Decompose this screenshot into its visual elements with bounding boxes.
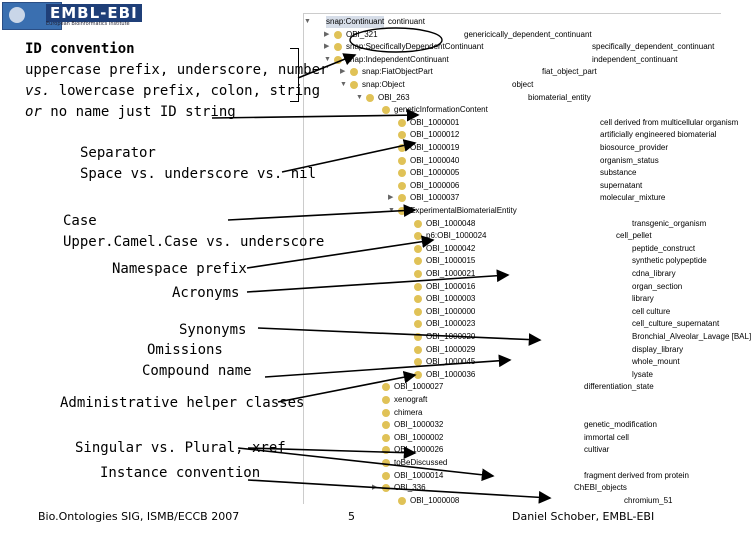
expand-down-icon[interactable]: ▼ [304,18,311,25]
tree-row[interactable] [304,243,721,255]
class-id: OBI_1000003 [426,294,476,304]
tree-row[interactable] [304,54,721,66]
footer-conference: Bio.Ontologies SIG, ISMB/ECCB 2007 [38,510,240,523]
tree-row[interactable] [304,129,721,141]
tree-row[interactable] [304,66,721,78]
tree-row[interactable] [304,356,721,368]
class-label: chromium_51 [624,495,673,505]
class-id: OBI_1000036 [426,369,476,379]
class-bullet-icon [398,182,406,190]
class-bullet-icon [398,194,406,202]
tree-row[interactable] [304,104,721,116]
class-id: OBI_1000040 [410,155,460,165]
class-bullet-icon [398,131,406,139]
class-label: fiat_object_part [542,67,597,77]
class-id: OBI_1000027 [394,382,444,392]
class-id: xenograft [394,395,428,404]
tree-row[interactable] [304,344,721,356]
class-label: cell_culture_supernatant [632,319,720,329]
footer-page-number: 5 [348,510,355,523]
class-bullet-icon [398,157,406,165]
id-convention-line1: uppercase prefix, underscore, number [25,62,329,78]
class-bullet-icon [398,119,406,127]
class-id: p6:OBI_1000024 [426,231,487,241]
tree-row[interactable] [304,495,721,507]
tree-row[interactable] [304,155,721,167]
class-bullet-icon [414,333,422,341]
tree-row[interactable] [304,41,721,53]
class-bullet-icon [382,472,390,480]
class-bullet-icon [382,446,390,454]
class-id: OBI_263 [378,92,410,102]
class-label: specifically_dependent_continuant [592,42,715,52]
class-bullet-icon [398,169,406,177]
class-id: OBI_1000012 [410,130,460,140]
class-id: snap:FiatObjectPart [362,67,433,77]
class-bullet-icon [366,94,374,102]
class-label: biosource_provider [600,143,669,152]
tree-row[interactable] [304,419,721,431]
class-id: snap:Object [362,80,405,89]
tree-row[interactable] [304,306,721,318]
class-bullet-icon [414,232,422,240]
tree-row[interactable] [304,293,721,305]
class-id: ExperimentalBiomaterialEntity [410,206,517,215]
class-id: OBI_1000006 [410,180,460,190]
class-label: cultivar [584,445,610,455]
class-label: lysate [632,369,653,379]
tree-row[interactable] [304,407,721,419]
class-label: display_library [632,344,684,354]
class-id: toBeDiscussed [394,458,448,467]
logo-subtitle: European Bioinformatics Institute [46,21,130,27]
class-bullet-icon [398,497,406,505]
omissions-label: Omissions [147,342,223,358]
tree-row[interactable] [304,331,751,343]
class-label: substance [600,168,637,178]
class-bullet-icon [414,220,422,228]
class-bullet-icon [382,106,390,114]
expand-down-icon[interactable]: ▼ [356,93,363,101]
class-bullet-icon [414,358,422,366]
collapse-right-icon[interactable]: ▶ [324,30,330,38]
class-id: chimera [394,407,423,417]
tree-row[interactable] [304,180,721,192]
tree-row[interactable] [304,444,721,456]
class-bullet-icon [350,81,358,89]
class-bullet-icon [382,434,390,442]
footer-author: Daniel Schober, EMBL-EBI [512,510,655,523]
id-convention-line2: vs. lowercase prefix, colon, string [25,83,321,99]
tree-row[interactable] [304,432,721,444]
class-bullet-icon [414,270,422,278]
tree-row[interactable] [304,205,721,217]
class-id: OBI_1000037 [410,193,460,203]
class-bullet-icon [414,371,422,379]
class-label: cell culture [632,306,671,316]
class-label: whole_mount [632,357,680,367]
class-label: synthetic polypeptide [632,256,707,266]
class-label: cdna_library [632,269,676,278]
tree-row[interactable] [304,381,721,393]
class-id: OBI_1000023 [426,319,476,329]
class-bullet-icon [414,257,422,265]
class-bullet-icon [398,207,406,215]
class-id: OBI_1000016 [426,281,476,291]
class-id: OBI_1000014 [394,470,444,480]
tree-row[interactable] [304,192,721,204]
class-id: OBI_1000008 [410,495,460,505]
class-bullet-icon [414,295,422,303]
tree-row[interactable] [304,92,721,104]
class-id: OBI_1000005 [410,168,460,178]
class-bullet-icon [382,383,390,391]
class-id: snap:Continuant [326,17,385,26]
class-label: organ_section [632,281,683,291]
class-bullet-icon [398,144,406,152]
tree-row[interactable] [304,230,721,242]
class-id: OBI_321 [346,29,378,39]
ontology-class-tree [303,13,751,505]
acronyms-label: Acronyms [172,285,240,301]
admin-helper-classes-label: Administrative helper classes [60,395,305,411]
class-id: OBI_1000048 [426,218,476,228]
class-id: OBI_1000019 [410,143,460,152]
class-label: fragment derived from protein [584,470,689,480]
class-bullet-icon [382,396,390,404]
collapse-right-icon[interactable]: ▶ [324,43,330,51]
tree-row[interactable] [304,470,721,482]
class-label: genetic_modification [584,420,657,430]
tree-row[interactable] [304,482,721,494]
tree-row[interactable] [304,16,721,28]
class-bullet-icon [382,421,390,429]
class-id: snap:IndependentContinuant [346,54,449,64]
class-id: OBI_1000015 [426,256,476,266]
tree-row[interactable] [304,457,721,469]
class-label: artificially engineered biomaterial [600,130,717,140]
class-bullet-icon [334,31,342,39]
class-id: OBI_1000026 [394,445,444,455]
class-bullet-icon [382,484,390,492]
class-id: OBI_1000001 [410,117,460,127]
separator-detail: Space vs. underscore vs. nil [80,166,317,182]
embl-ebi-logo [2,2,192,30]
expand-down-icon[interactable]: ▼ [388,207,395,214]
synonyms-label: Synonyms [179,322,247,338]
class-label: differentiation_state [584,382,654,392]
class-bullet-icon [414,245,422,253]
class-bullet-icon [414,320,422,328]
class-id: OBI_1000045 [426,357,476,367]
case-heading: Case [63,213,97,229]
class-bullet-icon [350,68,358,76]
class-id: OBI_1000020 [426,332,476,341]
class-label: transgenic_organism [632,218,707,228]
class-id: geneticInformationContent [394,105,488,115]
tree-row[interactable] [304,394,721,406]
class-label: organism_status [600,155,659,165]
tree-row[interactable] [304,79,721,91]
collapse-right-icon[interactable]: ▶ [388,194,394,202]
singular-plural-label: Singular vs. Plural, xref [75,440,286,456]
class-label: molecular_mixture [600,193,666,203]
expand-down-icon[interactable]: ▼ [324,55,331,63]
tree-row[interactable] [304,369,721,381]
class-bullet-icon [334,43,342,51]
namespace-prefix-label: Namespace prefix [112,261,247,277]
class-label: biomaterial_entity [528,92,591,102]
class-id: snap:SpecificallyDependentContinuant [346,42,484,52]
tree-row[interactable] [304,117,739,129]
class-label: object [512,80,534,89]
class-bullet-icon [382,459,390,467]
class-label: continuant [388,17,425,26]
class-label: genericically_dependent_continuant [464,29,592,39]
class-label: cell derived from multicellular organism [600,117,739,127]
class-id: OBI_1000032 [394,420,444,430]
class-id: OBI_1000021 [426,269,476,278]
instance-convention-label: Instance convention [100,465,261,481]
tree-row[interactable] [304,255,721,267]
separator-heading: Separator [80,145,156,161]
tree-row[interactable] [304,318,721,330]
class-label: ChEBI_objects [574,483,627,493]
class-label: immortal cell [584,432,629,442]
class-bullet-icon [334,56,342,64]
tree-row[interactable] [304,142,721,154]
class-label: peptide_construct [632,243,696,253]
class-label: independent_continuant [592,54,678,64]
class-id: OBI_1000029 [426,344,476,354]
tree-row[interactable] [304,29,721,41]
expand-down-icon[interactable]: ▼ [340,81,347,88]
case-detail: Upper.Camel.Case vs. underscore [63,234,325,250]
collapse-right-icon[interactable]: ▶ [340,68,346,76]
class-id: OBI_1000000 [426,306,476,316]
class-label: Bronchial_Alveolar_Lavage [BAL] [632,332,751,341]
class-id: OBI_1000002 [394,432,444,442]
compound-name-label: Compound name [142,363,252,379]
tree-row[interactable] [304,218,721,230]
tree-row[interactable] [304,167,721,179]
class-bullet-icon [414,283,422,291]
class-id: OBI_1000042 [426,243,476,253]
collapse-right-icon[interactable]: ▶ [372,484,378,492]
class-bullet-icon [382,409,390,417]
class-label: supernatant [600,180,643,190]
class-label: cell_pellet [616,231,652,241]
tree-row[interactable] [304,281,721,293]
class-bullet-icon [414,346,422,354]
class-id: OBI_336 [394,483,426,493]
class-label: library [632,294,654,304]
id-convention-line3: or no name just ID string [25,104,236,120]
id-convention-bracket [290,48,299,102]
class-bullet-icon [414,308,422,316]
id-convention-heading: ID convention [25,41,135,57]
tree-row[interactable] [304,268,721,280]
logo-title: EMBL-EBI [46,4,142,22]
